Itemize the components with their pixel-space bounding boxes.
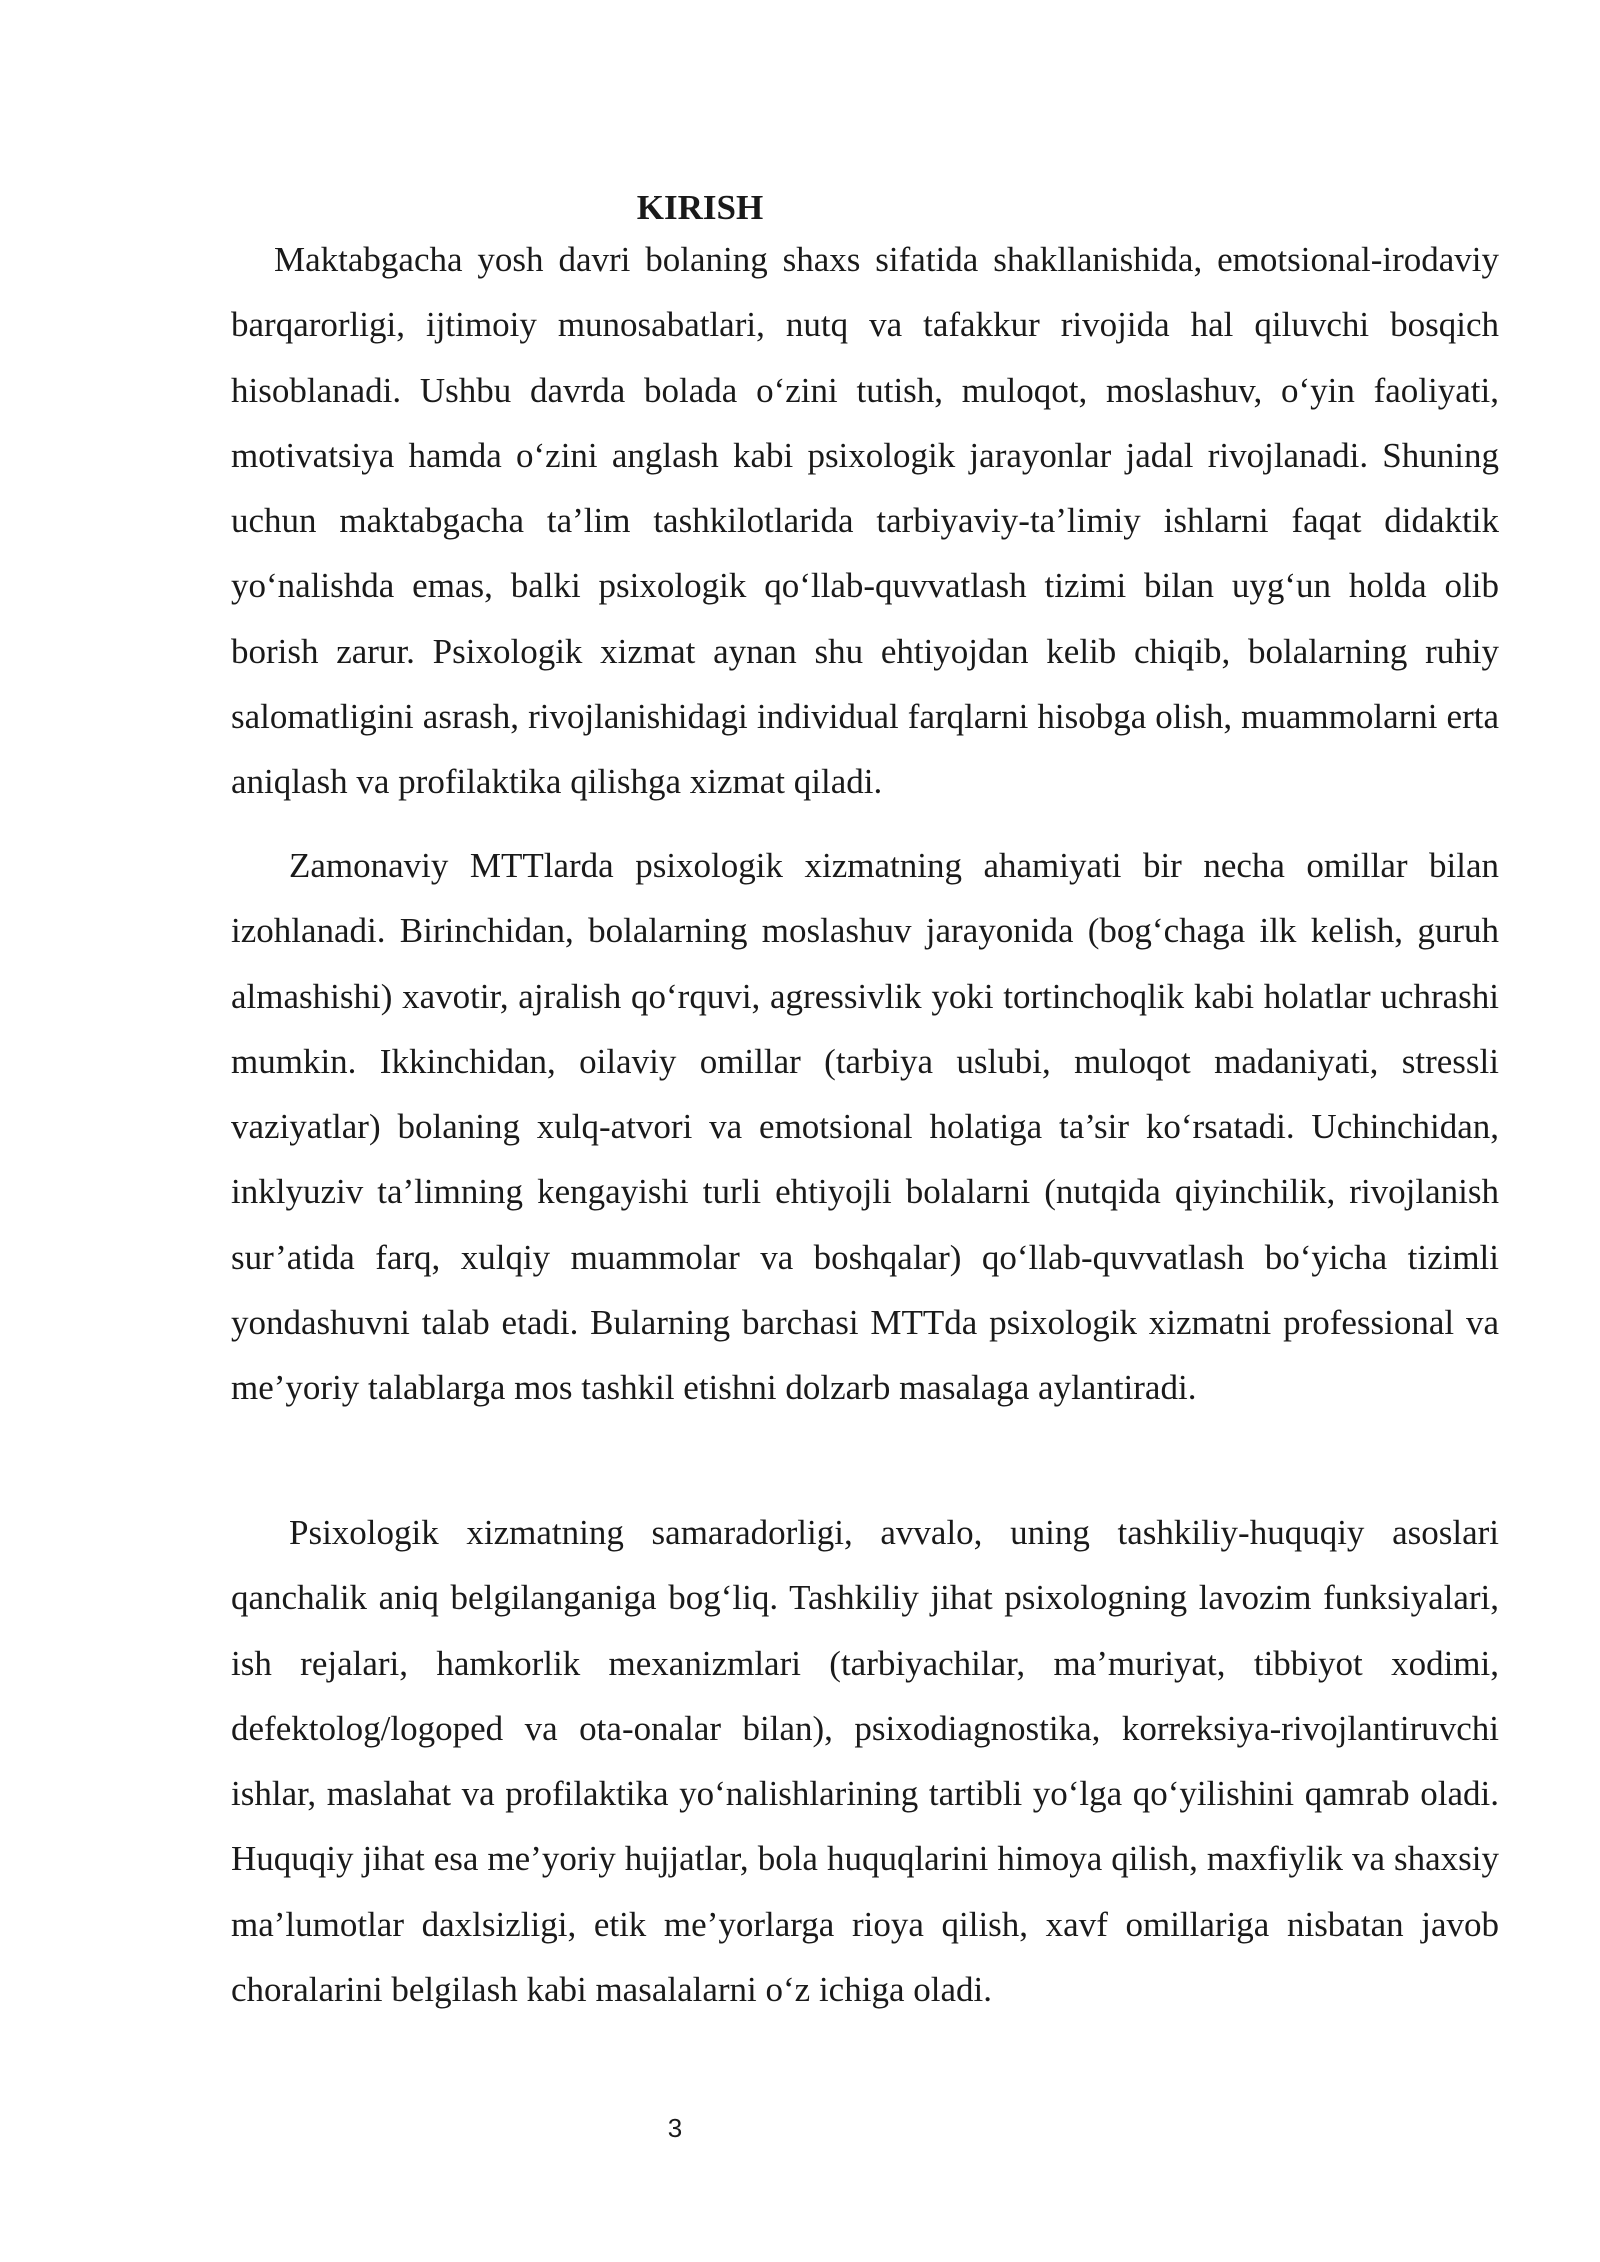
paragraph-1: Maktabgacha yosh davri bolaning shaxs sifatida shakllanishida, emotsional-irodaviy barqarorligi, ijtimoiy munosabatlari, nutq va tafakkur rivojida hal qiluvchi bosqich hisoblanadi. Ushbu davrda bolada o‘zini tutish, muloqot, moslashuv, o‘yin faoliyati, motivatsiya hamda o‘zini anglash kabi psixologik jarayonlar jadal rivojlanadi. Shuning uchun maktabgacha ta’lim tashkilotlarida tarbiyaviy-ta’limiy ishlarni faqat didaktik yo‘nalishda emas, balki psixologik qo‘llab-quvvatlash tizimi bilan uyg‘un holda olib borish zarur. Psixologik xizmat aynan shu ehtiyojdan kelib chiqib, bolalarning ruhiy salomatligini asrash, rivojlanishidagi individual farqlarni hisobga olish, muammolarni erta aniqlash va profilaktika qilishga xizmat qiladi. bbox=[231, 240, 1499, 802]
paragraph-2: Zamonaviy MTTlarda psixologik xizmatning ahamiyati bir necha omillar bilan izohlanadi. Birinchidan, bolalarning moslashuv jarayonida (bog‘chaga ilk kelish, guruh almashishi) xavotir, ajralish qo‘rquvi, agressivlik yoki tortinchoqlik kabi holatlar uchrashi mumkin. Ikkinchidan, oilaviy omillar (tarbiya uslubi, muloqot madaniyati, stressli vaziyatlar) bolaning xulq-atvori va emotsional holatiga ta’sir ko‘rsatadi. Uchinchidan, inklyuziv ta’limning kengayishi turli ehtiyojli bolalarni (nutqida qiyinchilik, rivojlanish sur’atida farq, xulqiy muammolar va boshqalar) qo‘llab-quvvatlash bo‘yicha tizimli yondashuvni talab etadi. Bularning barchasi MTTda psixologik xizmatni professional va me’yoriy talablarga mos tashkil etishni dolzarb masalaga aylantiradi. bbox=[231, 846, 1499, 1408]
page-number: 3 bbox=[667, 2113, 683, 2143]
section-heading: KIRISH bbox=[636, 188, 764, 227]
paragraph-3: Psixologik xizmatning samaradorligi, avvalo, uning tashkiliy-huquqiy asoslari qanchalik aniq belgilanganiga bog‘liq. Tashkiliy jihat psixologning lavozim funksiyalari, ish rejalari, hamkorlik mexanizmlari (tarbiyachilar, ma’muriyat, tibbiyot xodimi, defektolog/logoped va ota-onalar bilan), psixodiagnostika, korreksiya-rivojlantiruvchi ishlar, maslahat va profilaktika yo‘nalishlarining tartibli yo‘lga qo‘yilishini qamrab oladi. Huquqiy jihat esa me’yoriy hujjatlar, bola huquqlarini himoya qilish, maxfiylik va shaxsiy ma’lumotlar daxlsizligi, etik me’yorlarga rioya qilish, xavf omillariga nisbatan javob choralarini belgilash kabi masalalarni o‘z ichiga oladi. bbox=[231, 1513, 1499, 2010]
